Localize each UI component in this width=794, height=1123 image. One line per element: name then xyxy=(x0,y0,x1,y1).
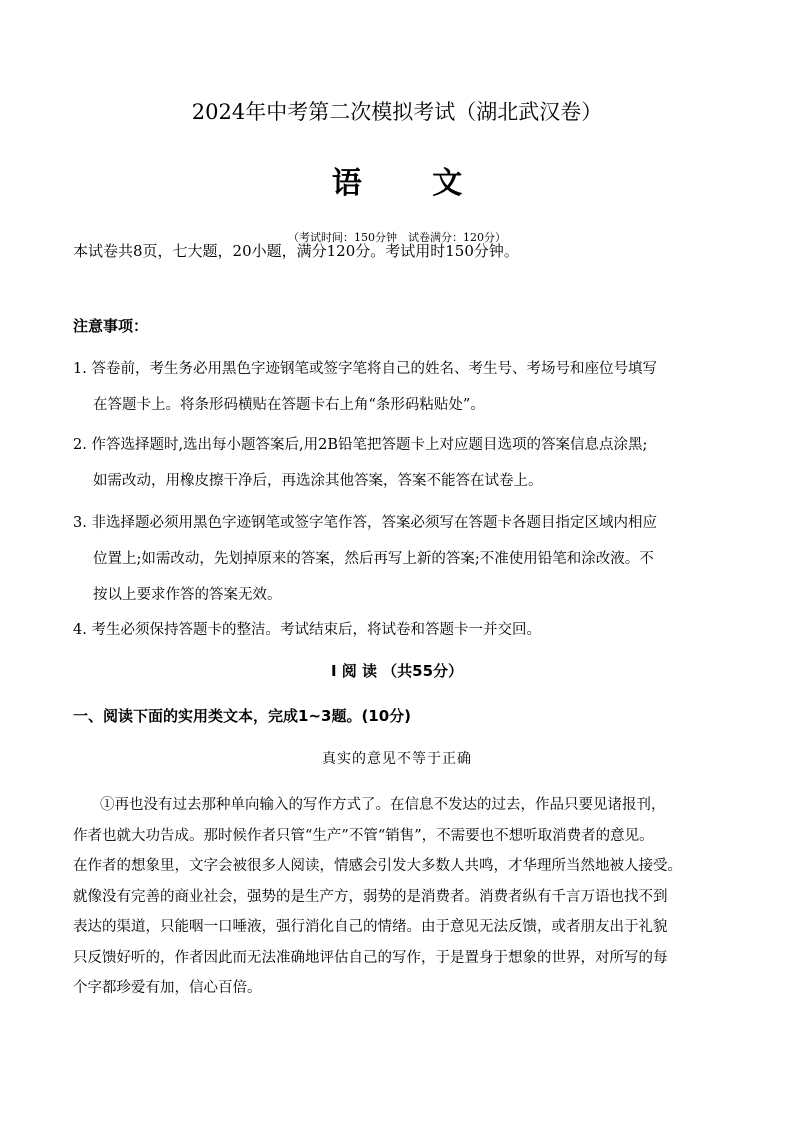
exam-intro: 本试卷共8页，七大题，20小题，满分120分。考试用时150分钟。 xyxy=(73,242,519,260)
notice-line: 1. 答卷前，考生务必用黑色字迹钢笔或签字笔将自己的姓名、考生号、考场号和座位号填写 xyxy=(73,361,657,377)
notice-item-3 xyxy=(73,505,733,613)
notice-item-1 xyxy=(73,351,733,423)
paragraph-line: 表达的渠道，只能咽一口唾液，强行消化自己的情绪。由于意见无法反馈，或者朋友出于礼貌 xyxy=(73,919,668,935)
notice-line: 如需改动，用橡皮擦干净后，再选涂其他答案，答案不能答在试卷上。 xyxy=(93,473,543,489)
section-title: I 阅 读 （共55分） xyxy=(330,662,464,680)
notice-item-2 xyxy=(73,427,733,499)
subject-heading: 语 文 xyxy=(331,166,493,201)
notice-line: 按以上要求作答的答案无效。 xyxy=(93,587,282,603)
article-title: 真实的意见不等于正确 xyxy=(322,751,472,767)
question-title: 一、阅读下面的实用类文本，完成1~3题。(10分) xyxy=(73,707,412,725)
paragraph-line: 个字都珍爱有加，信心百倍。 xyxy=(73,980,262,996)
notice-line: 位置上;如需改动，先划掉原来的答案，然后再写上新的答案;不准使用铅笔和涂改液。不 xyxy=(93,551,654,567)
notice-line: 在答题卡上。将条形码横贴在答题卡右上角“条形码粘贴处”。 xyxy=(93,397,485,413)
paragraph-line: ①再也没有过去那种单向输入的写作方式了。在信息不发达的过去，作品只要见诸报刊， xyxy=(100,797,666,813)
paragraph-line: 只反馈好听的，作者因此而无法准确地评估自己的写作，于是置身于想象的世界，对所写的每 xyxy=(73,949,668,966)
exam-time-info: （考试时间：150分钟 试卷满分：120分） xyxy=(288,231,506,244)
article-paragraph-1 xyxy=(73,790,733,1004)
paragraph-line: 作者也就大功告成。那时候作者只管“生产”不管“销售”，不需要也不想听取消费者的意见。 xyxy=(73,827,654,844)
notice-line: 4. 考生必须保持答题卡的整洁。考试结束后，将试卷和答题卡一并交回。 xyxy=(73,622,541,638)
notice-item-4 xyxy=(73,612,733,648)
notice-heading: 注意事项： xyxy=(73,317,149,335)
notice-line: 2. 作答选择题时,选出每小题答案后,用2B铅笔把答题卡上对应题目选项的答案信息点涂黑; xyxy=(73,437,648,453)
notice-line: 3. 非选择题必须用黑色字迹钢笔或签字笔作答，答案必须写在答题卡各题目指定区域内相应 xyxy=(73,515,657,531)
paragraph-line: 在作者的想象里，文字会被很多人阅读，情感会引发大多数人共鸣，才华理所当然地被人接受。 xyxy=(73,858,682,874)
exam-title: 2024年中考第二次模拟考试（湖北武汉卷） xyxy=(191,100,603,124)
paragraph-line: 就像没有完善的商业社会，强势的是生产方，弱势的是消费者。消费者纵有千言万语也找不到 xyxy=(73,888,668,905)
